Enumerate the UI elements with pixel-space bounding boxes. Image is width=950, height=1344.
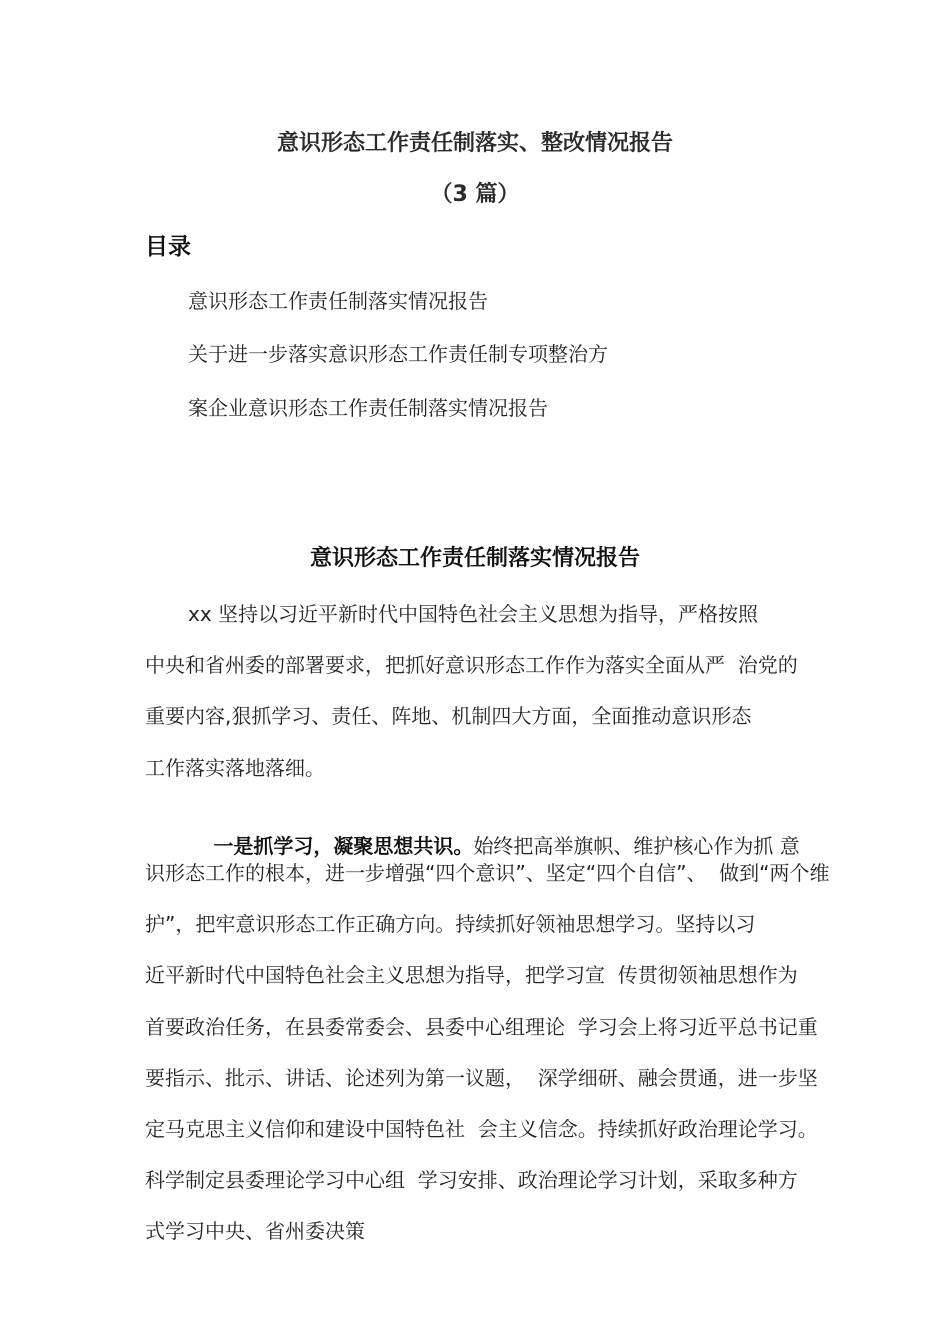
paragraph-line: 要指示、批示、讲话、论述列为第一议题， 深学细研、融会贯通，进一步坚 <box>145 1066 818 1090</box>
main-title: 意识形态工作责任制落实、整改情况报告 <box>276 131 673 156</box>
toc-item[interactable]: 关于进一步落实意识形态工作责任制专项整治方 <box>188 342 608 366</box>
paragraph-line: 识形态工作的根本，进一步增强“四个意识”、坚定“四个自信”、 做到“两个维 <box>145 861 830 885</box>
paragraph-line: 工作落实落地落细。 <box>145 756 325 780</box>
subtitle: （3 篇） <box>430 182 520 207</box>
paragraph-line: 护”，把牢意识形态工作正确方向。持续抓好领袖思想学习。坚持以习 <box>145 912 756 936</box>
paragraph-lead-heading: 一是抓学习，凝聚思想共识。 <box>213 834 474 858</box>
toc-item[interactable]: 案企业意识形态工作责任制落实情况报告 <box>188 396 548 420</box>
paragraph-line: 近平新时代中国特色社会主义思想为指导，把学习宣 传贯彻领袖思想作为 <box>145 963 798 987</box>
toc-heading: 目录 <box>145 234 191 260</box>
paragraph-line: 定马克思主义信仰和建设中国特色社 会主义信念。持续抓好政治理论学习。 <box>145 1117 818 1141</box>
paragraph-line: 科学制定县委理论学习中心组 学习安排、政治理论学习计划，采取多种方 <box>145 1168 798 1192</box>
paragraph-line: 式学习中央、省州委决策 <box>145 1219 365 1243</box>
section-title: 意识形态工作责任制落实情况报告 <box>309 546 640 571</box>
paragraph-line: 首要政治任务，在县委常委会、县委中心组理论 学习会上将习近平总书记重 <box>145 1015 818 1039</box>
paragraph-text: 始终把高举旗帜、维护核心作为抓 意 <box>473 834 800 858</box>
paragraph-line: xx 坚持以习近平新时代中国特色社会主义思想为指导，严格按照 <box>188 602 759 626</box>
paragraph-line: 中央和省州委的部署要求，把抓好意识形态工作作为落实全面从严 治党的 <box>145 653 798 677</box>
paragraph-line: 重要内容,狠抓学习、责任、阵地、机制四大方面，全面推动意识形态 <box>145 704 752 728</box>
toc-item[interactable]: 意识形态工作责任制落实情况报告 <box>188 289 488 313</box>
